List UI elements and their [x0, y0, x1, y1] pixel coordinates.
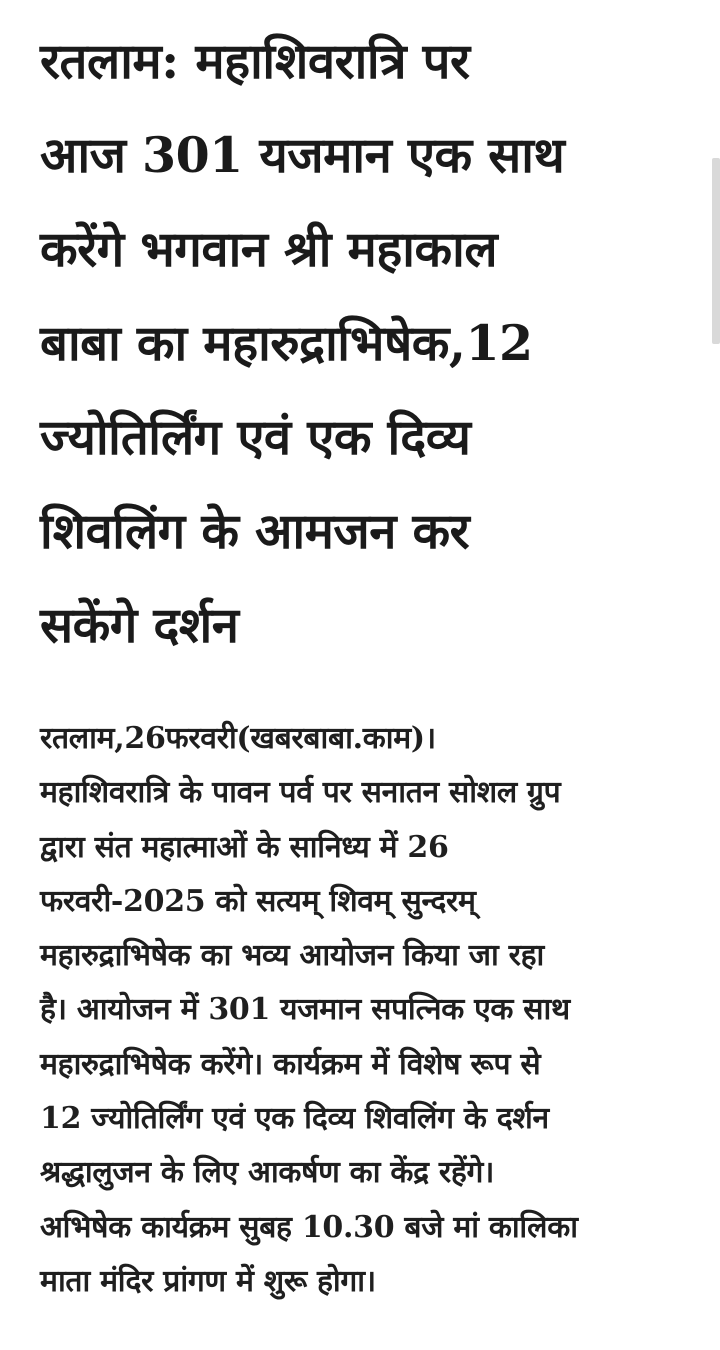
body-line: फरवरी-2025 को सत्यम् शिवम् सुन्दरम्: [40, 883, 476, 919]
body-line: 12 ज्योतिर्लिंग एवं एक दिव्य शिवलिंग के दर्शन: [40, 1101, 549, 1137]
body-line: है। आयोजन में 301 यजमान सपत्निक एक साथ: [40, 992, 570, 1028]
headline-line: आज 301 यजमान एक साथ: [40, 126, 565, 184]
body-line: अभिषेक कार्यक्रम सुबह 10.30 बजे मां कालिका: [40, 1209, 578, 1245]
headline-line: करेंगे भगवान श्री महाकाल: [40, 220, 498, 278]
headline-line: ज्योतिर्लिंग एवं एक दिव्य: [40, 408, 471, 466]
article-body: [40, 712, 690, 1309]
headline-line: सकेंगे दर्शन: [40, 596, 239, 654]
headline-line: बाबा का महारुद्राभिषेक,12: [40, 314, 533, 372]
body-line: द्वारा संत महात्माओं के सानिध्य में 26: [40, 829, 449, 865]
body-line: महारुद्राभिषेक का भव्य आयोजन किया जा रहा: [40, 938, 544, 974]
body-line: महारुद्राभिषेक करेंगे। कार्यक्रम में विशेष रूप से: [40, 1046, 541, 1082]
body-line: माता मंदिर प्रांगण में शुरू होगा।: [40, 1263, 376, 1299]
body-line: महाशिवरात्रि के पावन पर्व पर सनातन सोशल ग्रुप: [40, 775, 561, 811]
body-line: श्रद्धालुजन के लिए आकर्षण का केंद्र रहेंगे।: [40, 1155, 495, 1191]
dateline: रतलाम,26फरवरी(खबरबाबा.काम)।: [40, 721, 436, 756]
headline-line: रतलाम: महाशिवरात्रि पर: [40, 32, 470, 90]
article-headline: [40, 0, 690, 672]
headline-line: शिवलिंग के आमजन कर: [40, 502, 470, 560]
scrollbar-thumb[interactable]: [712, 158, 720, 344]
news-article: [40, 0, 690, 1299]
